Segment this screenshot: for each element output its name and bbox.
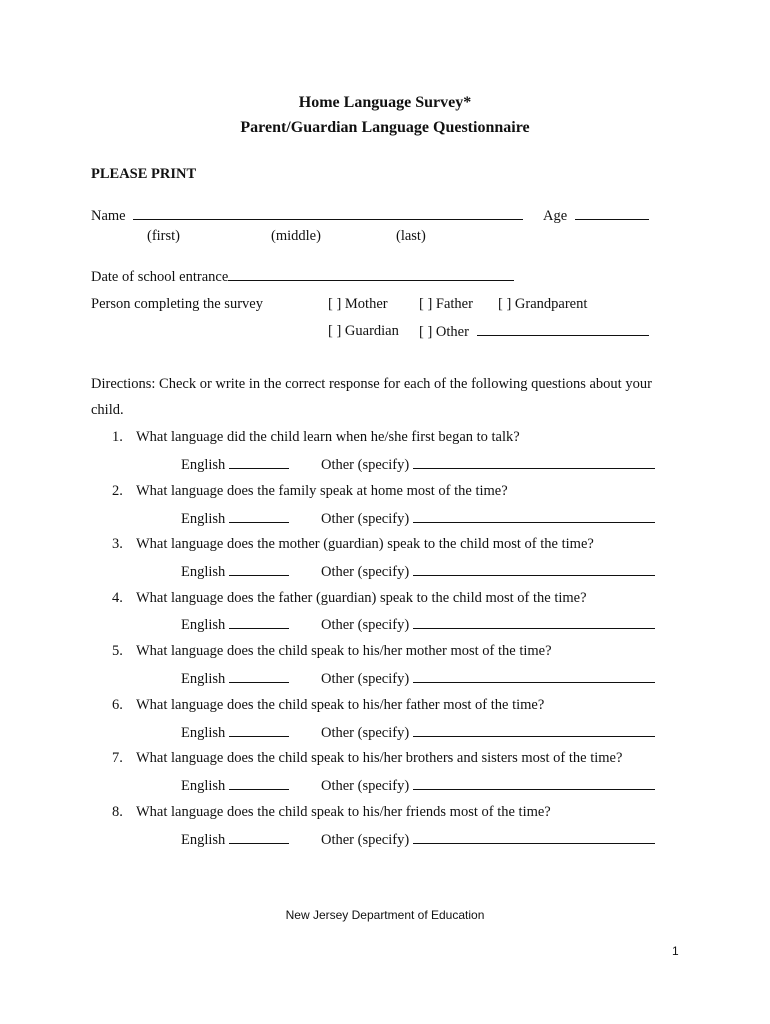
question-5: 5. What language does the child speak to his/her mother most of the time? bbox=[112, 643, 552, 659]
question-text: What language does the father (guardian) speak to the child most of the time? bbox=[136, 590, 587, 606]
question-text: What language does the child speak to his/her father most of the time? bbox=[136, 697, 545, 713]
name-input-line[interactable] bbox=[133, 207, 523, 220]
name-sub-first: (first) bbox=[147, 228, 181, 244]
answer-other-6[interactable]: Other (specify) bbox=[321, 724, 655, 742]
question-text: What language does the family speak at home most of the time? bbox=[136, 483, 508, 499]
question-7: 7. What language does the child speak to his/her brothers and sisters most of the time? bbox=[112, 750, 623, 766]
answer-other-4[interactable]: Other (specify) bbox=[321, 616, 655, 634]
option-grandparent[interactable]: [ ] Grandparent bbox=[498, 296, 588, 312]
answer-other-8[interactable]: Other (specify) bbox=[321, 831, 655, 849]
question-1: 1. What language did the child learn when he/she first began to talk? bbox=[112, 429, 520, 445]
page-footer: New Jersey Department of Education bbox=[285, 908, 485, 922]
person-completing-label: Person completing the survey bbox=[91, 296, 263, 312]
question-text: What language does the child speak to his/her friends most of the time? bbox=[136, 804, 551, 820]
question-text: What language does the child speak to his/her brothers and sisters most of the time? bbox=[136, 750, 623, 766]
answer-other-1[interactable]: Other (specify) bbox=[321, 456, 655, 474]
date-input-line[interactable] bbox=[228, 268, 514, 281]
question-3: 3. What language does the mother (guardian) speak to the child most of the time? bbox=[112, 536, 594, 552]
date-label: Date of school entrance bbox=[91, 269, 229, 285]
question-6: 6. What language does the child speak to his/her father most of the time? bbox=[112, 697, 545, 713]
answer-other-5[interactable]: Other (specify) bbox=[321, 670, 655, 688]
answer-english-5[interactable]: English bbox=[181, 670, 289, 688]
directions-line2: child. bbox=[91, 402, 124, 418]
name-label: Name bbox=[91, 208, 126, 224]
answer-english-6[interactable]: English bbox=[181, 724, 289, 742]
answer-english-2[interactable]: English bbox=[181, 510, 289, 528]
option-guardian[interactable]: [ ] Guardian bbox=[328, 323, 399, 339]
answer-other-2[interactable]: Other (specify) bbox=[321, 510, 655, 528]
name-row bbox=[91, 207, 523, 225]
answer-other-7[interactable]: Other (specify) bbox=[321, 777, 655, 795]
question-4: 4. What language does the father (guardian) speak to the child most of the time? bbox=[112, 590, 587, 606]
other-specify-line[interactable] bbox=[477, 323, 649, 336]
page-title: Home Language Survey* bbox=[298, 94, 472, 111]
question-text: What language does the mother (guardian) speak to the child most of the time? bbox=[136, 536, 594, 552]
answer-english-4[interactable]: English bbox=[181, 616, 289, 634]
question-2: 2. What language does the family speak at home most of the time? bbox=[112, 483, 508, 499]
option-other[interactable]: [ ] Other bbox=[419, 324, 469, 340]
answer-english-3[interactable]: English bbox=[181, 563, 289, 581]
answer-english-7[interactable]: English bbox=[181, 777, 289, 795]
option-mother[interactable]: [ ] Mother bbox=[328, 296, 388, 312]
question-text: What language does the child speak to his/her mother most of the time? bbox=[136, 643, 552, 659]
option-other-row bbox=[419, 323, 649, 341]
name-sub-last: (last) bbox=[396, 228, 426, 244]
please-print-label: PLEASE PRINT bbox=[91, 166, 197, 182]
age-input-line[interactable] bbox=[575, 207, 649, 220]
answer-english-8[interactable]: English bbox=[181, 831, 289, 849]
option-father[interactable]: [ ] Father bbox=[419, 296, 473, 312]
date-row bbox=[91, 268, 514, 286]
question-text: What language did the child learn when he/she first began to talk? bbox=[136, 429, 520, 445]
question-8: 8. What language does the child speak to his/her friends most of the time? bbox=[112, 804, 551, 820]
page-subtitle: Parent/Guardian Language Questionnaire bbox=[240, 119, 530, 136]
name-sub-middle: (middle) bbox=[271, 228, 321, 244]
age-label: Age bbox=[543, 208, 568, 224]
answer-other-3[interactable]: Other (specify) bbox=[321, 563, 655, 581]
page-number: 1 bbox=[672, 944, 679, 958]
age-row bbox=[543, 207, 649, 225]
directions-line1: Directions: Check or write in the correct response for each of the following questions about your bbox=[91, 376, 652, 392]
answer-english-1[interactable]: English bbox=[181, 456, 289, 474]
